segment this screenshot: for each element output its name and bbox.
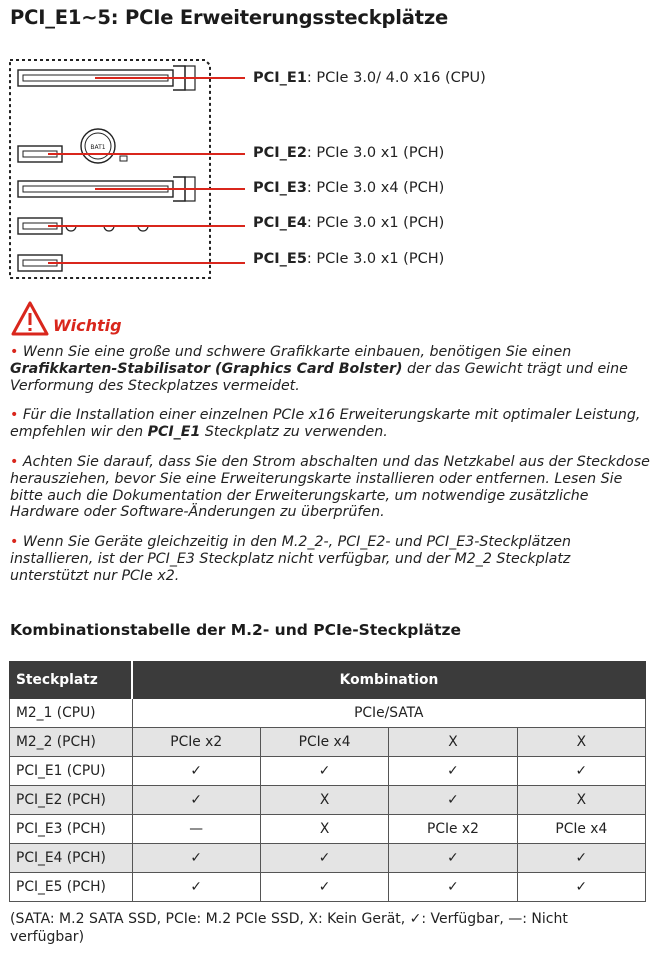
row-label: PCI_E4 (PCH) bbox=[10, 844, 133, 873]
page-title: PCI_E1~5: PCIe Erweiterungssteckplätze bbox=[10, 6, 448, 29]
slot-label-pci-e1: PCI_E1: PCIe 3.0/ 4.0 x16 (CPU) bbox=[253, 70, 486, 86]
table-cell: PCIe x2 bbox=[389, 815, 517, 844]
table-cell: PCIe x4 bbox=[260, 728, 388, 757]
table-cell: ✓ bbox=[260, 873, 388, 902]
table-row bbox=[10, 873, 646, 902]
table-cell: PCIe/SATA bbox=[132, 699, 646, 728]
note-item: • Für die Installation einer einzelnen PCIe x16 Erweiterungskarte mit optimaler Leistung, empfehlen wir den PCI_E1 Steckplatz zu verwenden. bbox=[10, 407, 641, 441]
table-cell: ✓ bbox=[517, 873, 645, 902]
table-cell: X bbox=[260, 815, 388, 844]
row-label: M2_2 (PCH) bbox=[10, 728, 133, 757]
table-footnote: (SATA: M.2 SATA SSD, PCIe: M.2 PCIe SSD, X: Kein Gerät, ✓: Verfügbar, —: Nicht verfügbar) bbox=[10, 911, 568, 945]
note-item: • Wenn Sie eine große und schwere Grafikkarte einbauen, benötigen Sie einen Grafikkarten-Stabilisator (Graphics Card Bolster) der das Gewicht trägt und eine Verformung des Steckplatzes vermeidet. bbox=[10, 344, 628, 394]
table-cell: ✓ bbox=[517, 757, 645, 786]
header-combination: Kombination bbox=[132, 662, 646, 699]
slot-label-pci-e2: PCI_E2: PCIe 3.0 x1 (PCH) bbox=[253, 145, 445, 161]
slot-label-pci-e3: PCI_E3: PCIe 3.0 x4 (PCH) bbox=[253, 180, 445, 196]
battery-label: BAT1 bbox=[90, 144, 106, 151]
table-cell: ✓ bbox=[132, 844, 260, 873]
table-row bbox=[10, 728, 646, 757]
table-cell: X bbox=[389, 728, 517, 757]
table-cell: PCIe x4 bbox=[517, 815, 645, 844]
table-header-row bbox=[10, 662, 646, 699]
important-notes bbox=[10, 344, 650, 598]
table-title: Kombinationstabelle der M.2- und PCIe-Steckplätze bbox=[10, 621, 462, 639]
row-label: PCI_E2 (PCH) bbox=[10, 786, 133, 815]
table-cell: ✓ bbox=[260, 757, 388, 786]
table-cell: X bbox=[517, 728, 645, 757]
table-cell: ✓ bbox=[389, 873, 517, 902]
table-cell: ✓ bbox=[517, 844, 645, 873]
note-item: • Wenn Sie Geräte gleichzeitig in den M.2_2-, PCI_E2- und PCI_E3-Steckplätzen installieren, ist der PCI_E3 Steckplatz nicht verfügbar, und der M2_2 Steckplatz unterstützt nur PCIe x2. bbox=[10, 534, 572, 584]
table-cell: ✓ bbox=[132, 786, 260, 815]
table-cell: ✓ bbox=[389, 786, 517, 815]
combination-table bbox=[9, 661, 646, 902]
slot-label-pci-e5: PCI_E5: PCIe 3.0 x1 (PCH) bbox=[253, 251, 445, 267]
table-cell: ✓ bbox=[132, 873, 260, 902]
table-row bbox=[10, 815, 646, 844]
note-item: • Achten Sie darauf, dass Sie den Strom abschalten und das Netzkabel aus der Steckdose herausziehen, bevor Sie eine Erweiterungskarte installieren oder entfernen. Lesen Sie bitte auch die Dokumentation der Erweiterungskarte, um notwendige zusätzliche Hardware oder Software-Änderungen zu überprüfen. bbox=[10, 453, 650, 521]
slot-label-pci-e4: PCI_E4: PCIe 3.0 x1 (PCH) bbox=[253, 215, 445, 231]
row-label: PCI_E1 (CPU) bbox=[10, 757, 133, 786]
table-cell: ✓ bbox=[260, 844, 388, 873]
header-slot: Steckplatz bbox=[10, 662, 133, 699]
table-cell: X bbox=[260, 786, 388, 815]
table-cell: ✓ bbox=[389, 757, 517, 786]
table-cell: ✓ bbox=[389, 844, 517, 873]
table-cell: PCIe x2 bbox=[132, 728, 260, 757]
row-label: M2_1 (CPU) bbox=[10, 699, 133, 728]
table-cell: ✓ bbox=[132, 757, 260, 786]
table-row bbox=[10, 786, 646, 815]
table-cell: — bbox=[132, 815, 260, 844]
battery-icon bbox=[81, 129, 127, 163]
row-label: PCI_E3 (PCH) bbox=[10, 815, 133, 844]
table-cell: X bbox=[517, 786, 645, 815]
table-row bbox=[10, 757, 646, 786]
table-row bbox=[10, 844, 646, 873]
row-label: PCI_E5 (PCH) bbox=[10, 873, 133, 902]
table-row bbox=[10, 699, 646, 728]
important-title: Wichtig bbox=[53, 316, 122, 335]
warning-icon bbox=[10, 300, 50, 338]
